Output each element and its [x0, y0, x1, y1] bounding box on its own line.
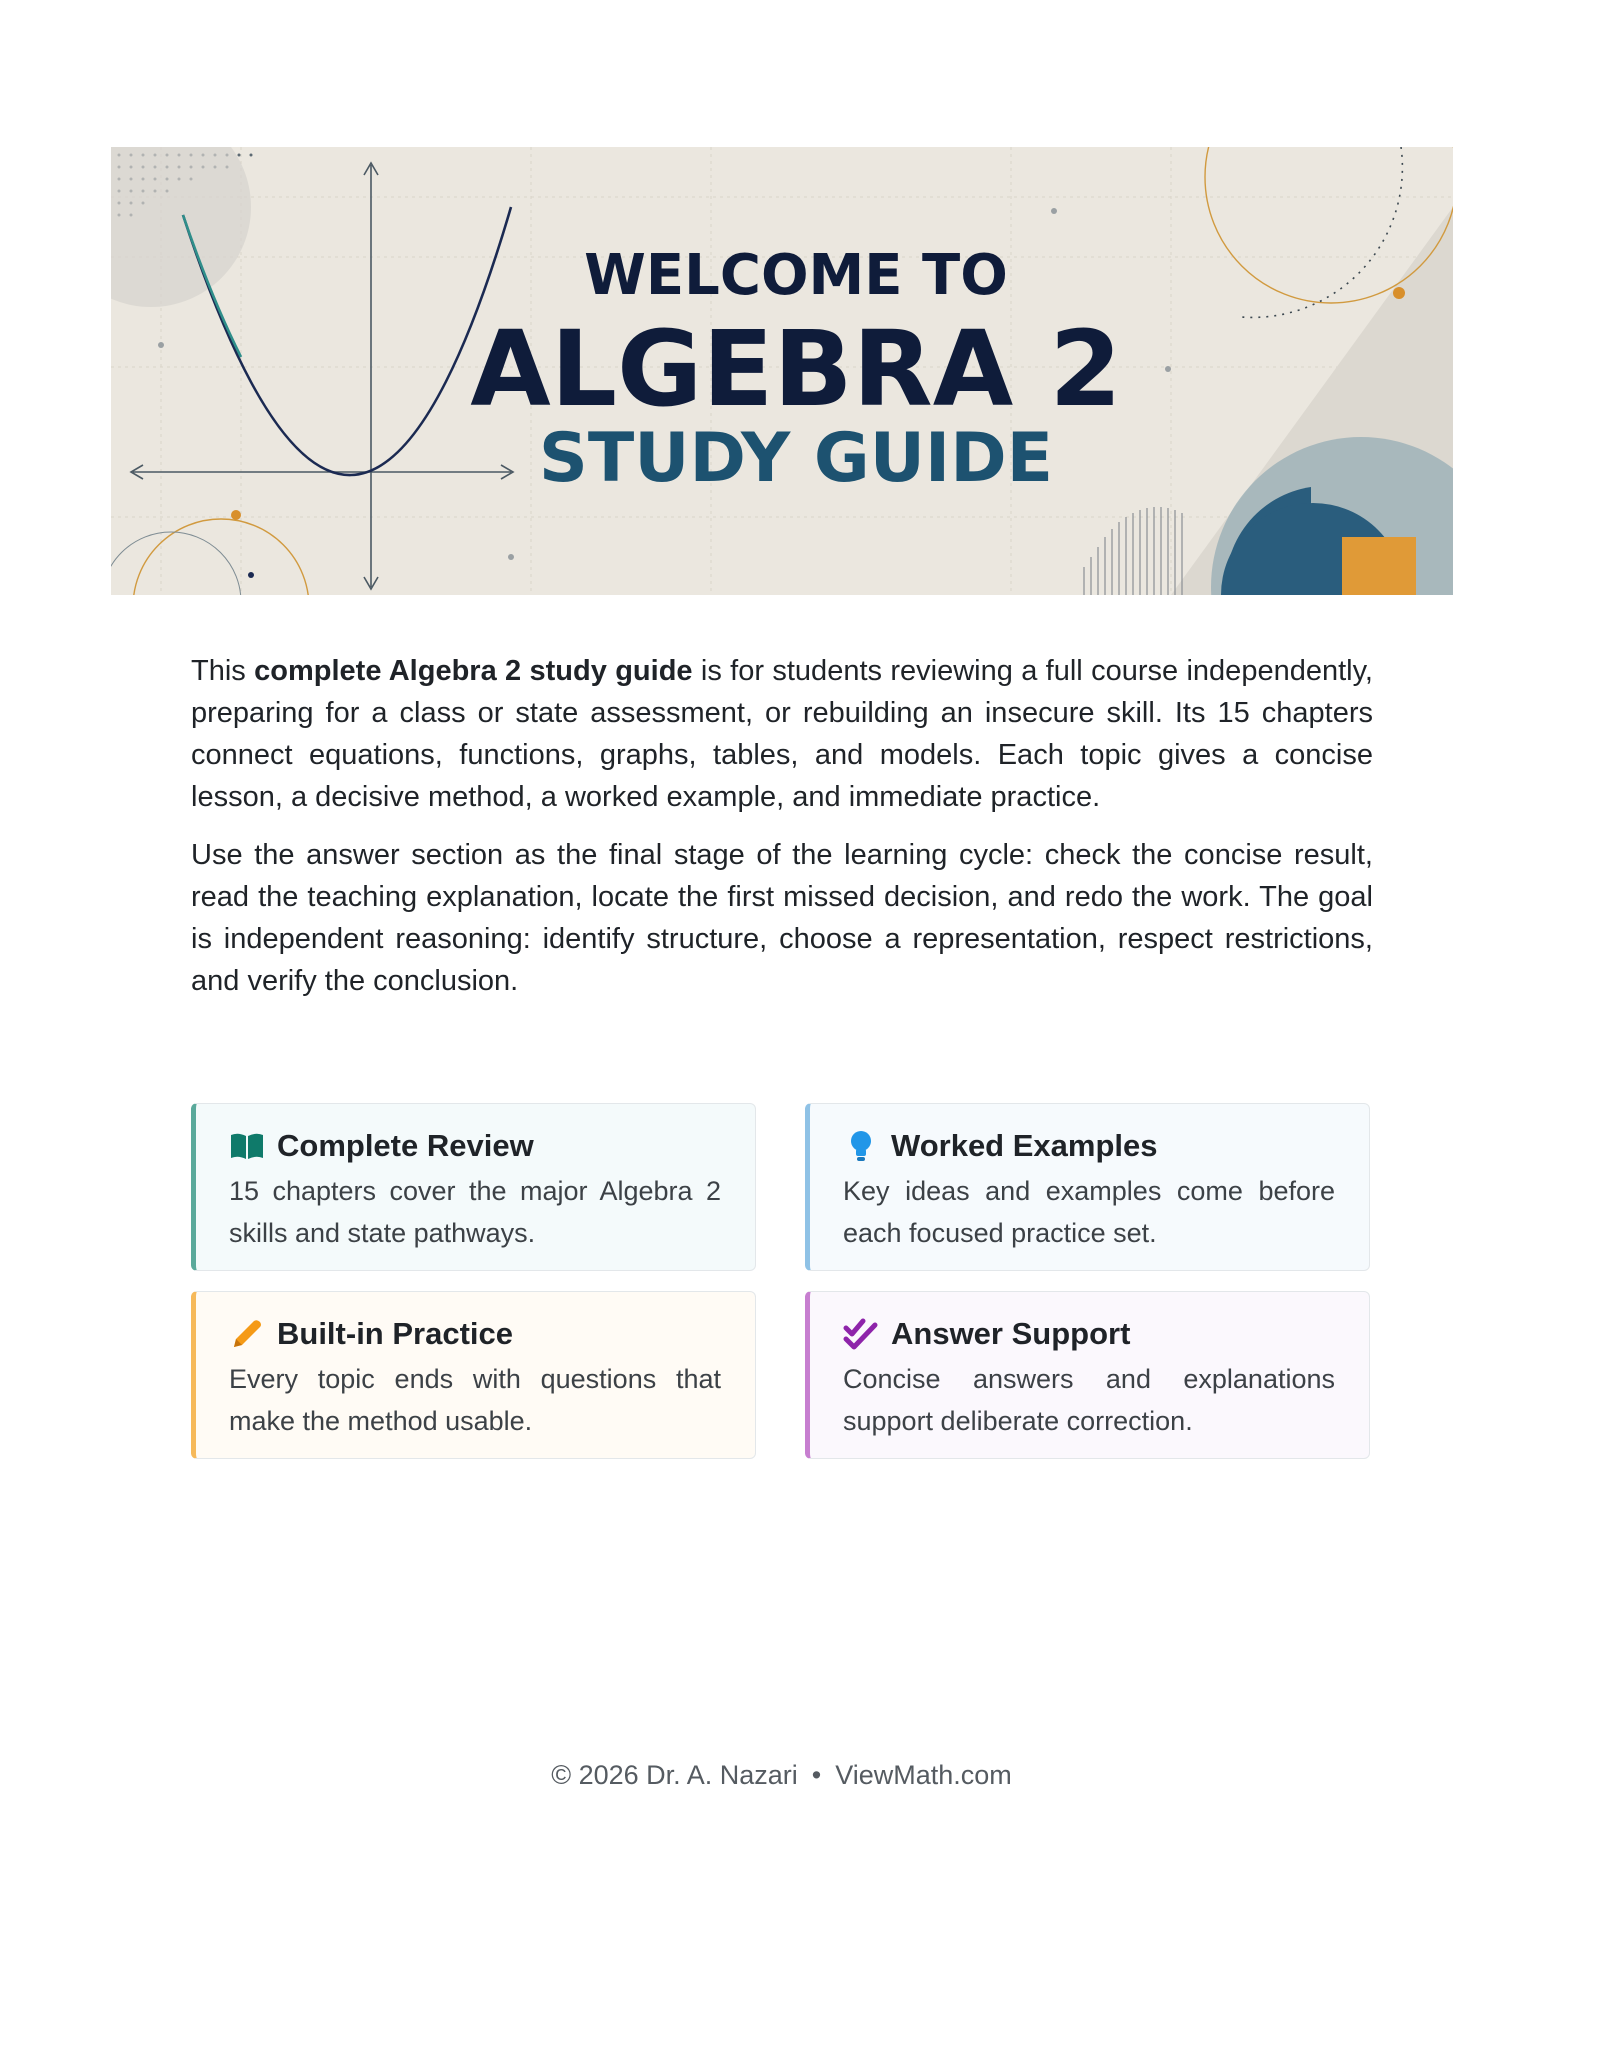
feature-card-answer-support: [805, 1291, 1370, 1459]
card-body: Key ideas and examples come before each focused practice set.: [843, 1176, 1335, 1248]
intro-section: [191, 650, 1373, 1018]
banner-line-study-guide: STUDY GUIDE: [538, 419, 1054, 498]
site-link[interactable]: ViewMath.com: [835, 1760, 1012, 1790]
footer-separator: •: [811, 1760, 822, 1790]
card-title: Complete Review: [277, 1128, 534, 1163]
banner-illustration: [111, 147, 1453, 595]
copyright-text: © 2026 Dr. A. Nazari: [551, 1760, 798, 1790]
card-body: Every topic ends with questions that make the method usable.: [229, 1364, 721, 1436]
pencil-icon: [229, 1316, 265, 1352]
card-title: Worked Examples: [891, 1128, 1158, 1163]
banner-line-algebra: ALGEBRA 2: [470, 308, 1122, 430]
page-footer: [0, 1760, 1563, 1791]
banner-line-welcome: WELCOME TO: [584, 243, 1008, 308]
double-check-icon: [843, 1316, 879, 1352]
hero-banner: [111, 147, 1453, 595]
intro-highlight: complete Algebra 2 study guide: [254, 655, 693, 687]
lightbulb-icon: [843, 1128, 879, 1164]
feature-card-complete-review: [191, 1103, 756, 1271]
card-body: Concise answers and explanations support deliberate correction.: [843, 1364, 1335, 1436]
card-body: 15 chapters cover the major Algebra 2 skills and state pathways.: [229, 1176, 721, 1248]
card-title: Answer Support: [891, 1316, 1131, 1351]
feature-card-worked-examples: [805, 1103, 1370, 1271]
feature-card-built-in-practice: [191, 1291, 756, 1459]
card-title: Built-in Practice: [277, 1316, 513, 1351]
book-icon: [229, 1128, 265, 1164]
intro-paragraph-2: Use the answer section as the final stage of the learning cycle: check the concise result, read the teaching explanation, locate the first missed decision, and redo the work. The goal is independent reasoning: identify structure, choose a representation, respect restrictions, and verify the conclusion.: [191, 839, 1373, 997]
intro-paragraph-1: This complete Algebra 2 study guide is for students reviewing a full course independently, preparing for a class or state assessment, or rebuilding an insecure skill. Its 15 chapters connect equations, functions, graphs, tables, and models. Each topic gives a concise lesson, a decisive method, a worked example, and immediate practice.: [191, 655, 1373, 813]
